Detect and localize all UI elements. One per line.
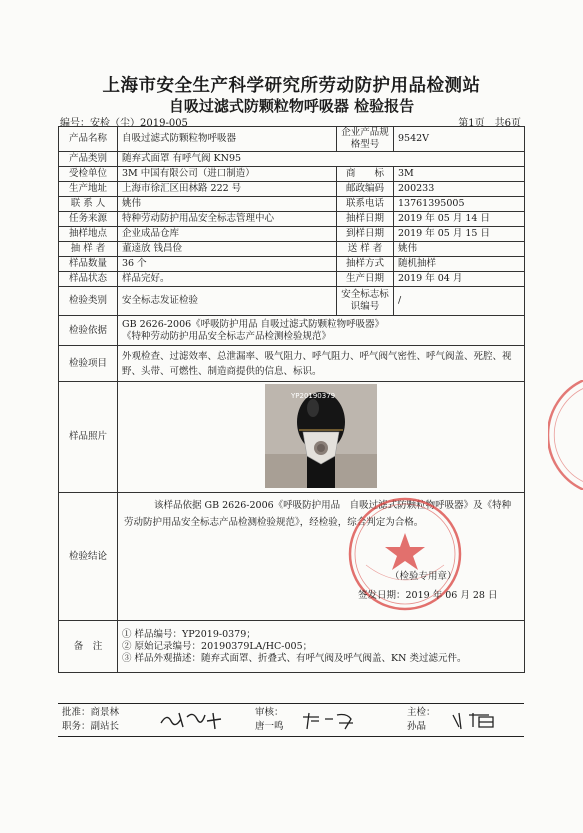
label-inspection-type: 检验类别	[59, 287, 118, 316]
reviewer-label: 审核：	[255, 707, 284, 718]
row-product-name	[59, 127, 525, 152]
label-phone: 联系电话	[337, 197, 394, 212]
label-contact: 联 系 人	[59, 197, 118, 212]
row-sampling-place	[59, 227, 525, 242]
edge-seal-icon	[548, 380, 583, 490]
value-product-name: 自吸过滤式防颗粒物呼吸器	[118, 127, 337, 152]
value-sender: 姚伟	[394, 242, 525, 257]
label-address: 生产地址	[59, 182, 118, 197]
value-quantity: 36 个	[118, 257, 337, 272]
value-task-source: 特种劳动防护用品安全标志管理中心	[118, 212, 337, 227]
label-production-date: 生产日期	[337, 272, 394, 287]
row-inspection-type	[59, 287, 525, 316]
label-product-name: 产品名称	[59, 127, 118, 152]
signature-row	[58, 704, 524, 737]
reviewer-signature-icon	[299, 709, 359, 731]
value-contact: 姚伟	[118, 197, 337, 212]
label-sender: 送 样 者	[337, 242, 394, 257]
stamp-label: （检验专用章）	[390, 571, 457, 582]
value-safety-mark: /	[394, 287, 525, 316]
value-arrival-date: 2019 年 05 月 15 日	[394, 227, 525, 242]
label-state: 样品状态	[59, 272, 118, 287]
row-items	[59, 346, 525, 382]
row-basis	[59, 316, 525, 346]
label-spec: 企业产品规格型号	[337, 127, 394, 152]
conclusion-area	[118, 493, 524, 618]
approver-signature-cell	[153, 704, 251, 737]
approver-signature-icon	[157, 709, 227, 731]
reviewer-label-cell	[251, 704, 295, 737]
photo-cell	[118, 382, 525, 493]
row-address	[59, 182, 525, 197]
row-sampler	[59, 242, 525, 257]
lead-signature-cell	[445, 704, 524, 737]
report-title: 上海市安全生产科学研究所劳动防护用品检测站	[102, 76, 481, 96]
label-postcode: 邮政编码	[337, 182, 394, 197]
label-notes: 备 注	[59, 621, 118, 673]
conclusion-text: 该样品依据 GB 2626-2006《呼吸防护用品 自吸过滤式防颗粒物呼吸器》及《特种劳动防护用品安全标志产品检测检验规范》，经检验，综合判定为合格。	[124, 500, 512, 528]
value-category: 随弃式面罩 有呼气阀 KN95	[118, 152, 525, 167]
report-table	[58, 126, 525, 673]
label-arrival-date: 到样日期	[337, 227, 394, 242]
label-category: 产品类别	[59, 152, 118, 167]
signature-table	[58, 703, 524, 737]
row-notes	[59, 621, 525, 673]
value-phone: 13761395005	[394, 197, 525, 212]
label-items: 检验项目	[59, 346, 118, 382]
label-sampling-date: 抽样日期	[337, 212, 394, 227]
row-entrusted	[59, 167, 525, 182]
label-quantity: 样品数量	[59, 257, 118, 272]
value-spec: 9542V	[394, 127, 525, 152]
note-record-number: ② 原始记录编号：20190379LA/HC-005；	[122, 640, 313, 652]
row-quantity	[59, 257, 525, 272]
photo-tag: YP20190379	[291, 392, 336, 400]
basis-regulation: 《特种劳动防护用品安全标志产品检测检验规范》	[122, 330, 332, 342]
value-inspection-type: 安全标志发证检验	[118, 287, 337, 316]
conclusion-cell	[118, 493, 525, 621]
label-task-source: 任务来源	[59, 212, 118, 227]
value-production-date: 2019 年 04 月	[394, 272, 525, 287]
label-sampling-method: 抽样方式	[337, 257, 394, 272]
reviewer-signature-cell	[295, 704, 403, 737]
note-appearance: ③ 样品外观描述：随弃式面罩、折叠式、有呼气阀及呼气阀盖、KN 类过滤元件。	[122, 652, 467, 664]
value-sampling-date: 2019 年 05 月 14 日	[394, 212, 525, 227]
value-trademark: 3M	[394, 167, 525, 182]
value-state: 样品完好。	[118, 272, 337, 287]
issue-date: 签发日期：2019 年 06 月 28 日	[358, 590, 498, 601]
label-entrusted: 受检单位	[59, 167, 118, 182]
note-sample-number: ① 样品编号：YP2019-0379；	[122, 628, 256, 640]
lead-signature-icon	[449, 709, 499, 731]
value-postcode: 200233	[394, 182, 525, 197]
row-contact	[59, 197, 525, 212]
value-sampling-place: 企业成品仓库	[118, 227, 337, 242]
label-trademark: 商 标	[337, 167, 394, 182]
label-sampling-place: 抽样地点	[59, 227, 118, 242]
row-state	[59, 272, 525, 287]
value-entrusted: 3M 中国有限公司（进口制造）	[118, 167, 337, 182]
notes-cell	[118, 621, 525, 673]
value-basis	[118, 316, 525, 346]
label-basis: 检验依据	[59, 316, 118, 346]
report-number: 编号：安检（尘）2019-005	[60, 118, 188, 129]
row-task-source	[59, 212, 525, 227]
label-photo: 样品照片	[59, 382, 118, 493]
approver-label: 批准：商景林	[62, 707, 120, 718]
label-sampler: 抽 样 者	[59, 242, 118, 257]
reviewer-name: 唐一鸣	[255, 721, 284, 732]
value-sampler: 董逵放 钱昌俭	[118, 242, 337, 257]
lead-label: 主检：	[407, 707, 436, 718]
approver-cell	[58, 704, 153, 737]
label-conclusion: 检验结论	[59, 493, 118, 621]
basis-standard: GB 2626-2006《呼吸防护用品 自吸过滤式防颗粒物呼吸器》	[122, 318, 385, 330]
page-indicator: 第1页 共6页	[458, 118, 521, 129]
label-safety-mark: 安全标志标识编号	[337, 287, 394, 316]
value-items: 外观检查、过滤效率、总泄漏率、吸气阻力、呼气阻力、呼气阀气密性、呼气阀盖、死腔、视野、头带、可燃性、制造商提供的信息、标识。	[118, 346, 525, 382]
row-conclusion	[59, 493, 525, 621]
lead-name: 孙晶	[407, 721, 427, 732]
report-subtitle: 自吸过滤式防颗粒物呼吸器 检验报告	[168, 97, 415, 115]
sample-photo	[265, 384, 377, 488]
row-photo	[59, 382, 525, 493]
value-address: 上海市徐汇区田林路 222 号	[118, 182, 337, 197]
approver-title: 职务：副站长	[62, 721, 120, 732]
value-sampling-method: 随机抽样	[394, 257, 525, 272]
row-category	[59, 152, 525, 167]
lead-label-cell	[403, 704, 445, 737]
